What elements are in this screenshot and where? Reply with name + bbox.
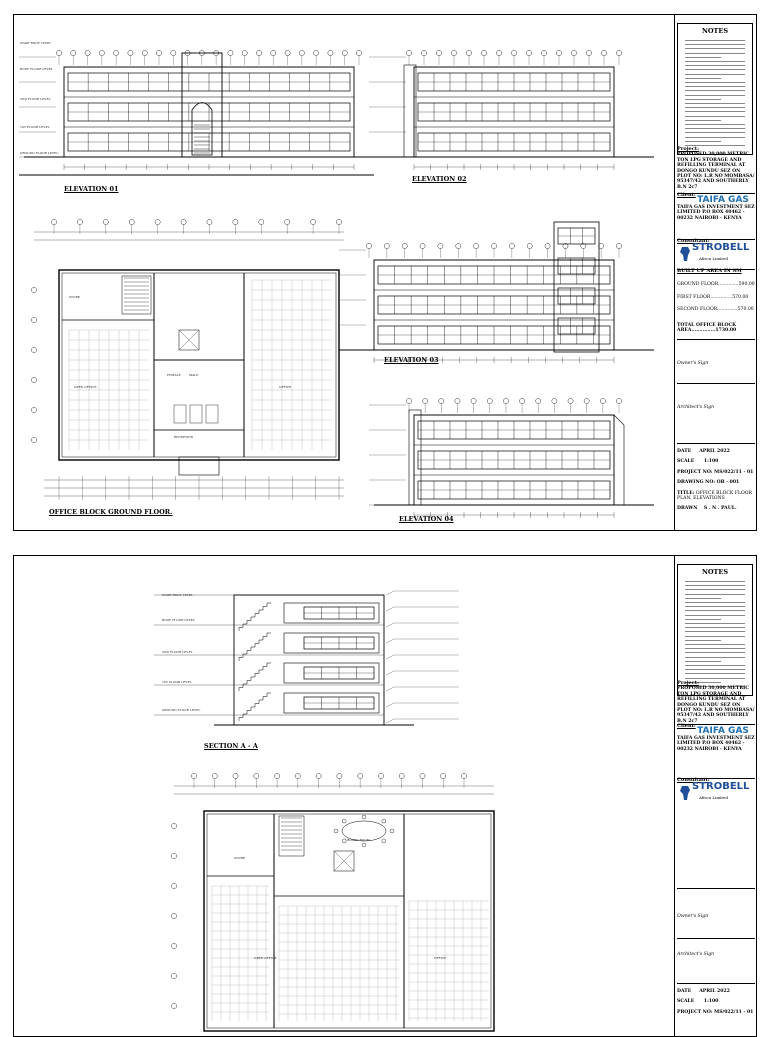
caption-ground-floor: OFFICE BLOCK GROUND FLOOR.	[49, 508, 173, 516]
elevation-03-drawing	[339, 210, 664, 370]
elevation-02-drawing	[364, 15, 664, 185]
room-label: RECEPTION	[174, 435, 194, 439]
drawing-sheet-2	[13, 555, 757, 1037]
level-label: ROOF FLOOR LEVEL	[162, 618, 195, 622]
room-label: STORE	[69, 295, 80, 299]
note-text-line	[685, 44, 745, 45]
consultant-cell	[677, 239, 755, 270]
note-text-line	[685, 673, 745, 674]
note-text-line	[685, 631, 745, 632]
note-text-line	[685, 132, 745, 133]
project-cell	[677, 147, 755, 194]
client-logo: TAIFA GAS	[697, 726, 749, 737]
room-label: STORE	[234, 856, 245, 860]
level-label: 2ND FLOOR LEVEL	[20, 97, 51, 101]
note-text-line	[685, 602, 745, 603]
note-text-line	[685, 678, 745, 679]
scale-row: SCALE 1:100	[677, 459, 719, 465]
room-label: OPEN OFFICE	[254, 956, 277, 960]
room-label: MALE	[189, 373, 199, 377]
note-text-line	[685, 615, 745, 616]
notes-box	[677, 564, 753, 696]
caption-section-aa: SECTION A - A	[204, 742, 258, 750]
project-cell: Project: PROPOSED 30,000 METRIC TON LPG STORAGE AND REFILLING TERMINAL AT DONGO KUNDU SEZ ON PLOT NO: L.R NO MOMBASA/ 95347/42 AND SOUTHERLY B.N 2c7	[677, 680, 755, 724]
level-label: 1ST FLOOR LEVEL	[20, 125, 50, 129]
note-text-line	[685, 141, 721, 142]
owners-sign-cell: Owner's Sign	[677, 339, 755, 384]
drawing-info-cell	[677, 443, 755, 530]
note-text-line	[685, 95, 745, 96]
note-text-line	[685, 665, 745, 666]
ground-floor-area: GROUND FLOOR..............590.00	[677, 282, 755, 288]
note-text-line	[685, 78, 721, 79]
level-label: 2ND FLOOR LEVEL	[162, 650, 193, 654]
note-text-line	[685, 107, 745, 108]
note-text-line	[685, 90, 745, 91]
ground-floor-plan-drawing	[14, 210, 354, 520]
note-text-line	[685, 111, 745, 112]
consultant-logo: STROBELL Africa Limited	[677, 244, 755, 264]
note-text-line	[685, 65, 745, 66]
note-text-line	[685, 116, 745, 117]
note-text-line	[685, 86, 745, 87]
note-text-line	[685, 669, 745, 670]
client-cell: Client: TAIFA GAS TAIFA GAS INVESTMENT SEZ LIMITED P.O BOX 40462 - 00232 NAIROBI - KENYA	[677, 724, 755, 779]
level-label: 1ST FLOOR LEVEL	[162, 680, 192, 684]
notes-title: NOTES	[701, 27, 729, 35]
drawing-no: DRAWING NO: OB - 001	[677, 480, 740, 486]
section-aa-drawing	[154, 581, 474, 746]
room-label: BOARD ROOM	[347, 838, 370, 842]
note-text-line	[685, 640, 721, 641]
note-text-line	[685, 124, 745, 125]
note-text-line	[685, 120, 721, 121]
client-heading: Client:	[677, 192, 696, 198]
drawing-area-1	[14, 15, 666, 530]
note-text-line	[685, 619, 721, 620]
note-text-line	[685, 74, 745, 75]
note-text-line	[685, 585, 745, 586]
note-text-line	[685, 648, 745, 649]
first-floor-area: FIRST FLOOR...............570.00	[677, 294, 749, 300]
level-label: GROUND FLOOR LEVEL	[162, 708, 201, 712]
note-text-line	[685, 48, 745, 49]
level-label: STAIR ROOF LEVEL	[20, 41, 52, 45]
note-text-line	[685, 57, 721, 58]
note-text-line	[685, 598, 721, 599]
note-text-line	[685, 82, 745, 83]
africa-map-icon	[679, 246, 691, 262]
note-text-line	[685, 661, 721, 662]
caption-elevation-04: ELEVATION 04	[399, 515, 454, 523]
note-text-line	[685, 644, 745, 645]
notes-box	[677, 23, 753, 155]
built-up-heading: BUILT UP AREA IN SM	[677, 268, 742, 274]
level-label: ROOF FLOOR LEVEL	[20, 67, 53, 71]
client-logo: TAIFA GAS	[697, 195, 749, 206]
caption-elevation-02: ELEVATION 02	[412, 175, 467, 183]
note-text-line	[685, 581, 745, 582]
level-label: STAIR ROOF LEVEL	[162, 593, 194, 597]
note-text-line	[685, 99, 721, 100]
note-text-line	[685, 652, 745, 653]
consultant-logo: STROBELL Africa Limited	[677, 783, 755, 803]
total-area: TOTAL OFFICE BLOCK AREA...............1730.00	[677, 322, 737, 334]
drawn-row: DRAWN S . N . PAUL.	[677, 506, 737, 512]
note-text-line	[685, 627, 745, 628]
architects-sign-cell: Architect's Sign	[677, 938, 755, 984]
note-text-line	[685, 623, 745, 624]
note-text-line	[685, 40, 745, 41]
project-heading: Project:	[677, 146, 699, 152]
level-label: GROUND FLOOR LEVEL	[20, 151, 59, 155]
drawing-info-cell: DATE APRIL 2022 SCALE 1:100 PROJECT NO: MS/022/11 - 01	[677, 989, 754, 1015]
room-label: FEMALE	[167, 373, 181, 377]
room-label: OFFICE	[434, 956, 447, 960]
room-label: OPEN OFFICE	[74, 385, 97, 389]
second-floor-area: SECOND FLOOR..............570.00	[677, 307, 754, 313]
note-text-line	[685, 657, 745, 658]
owners-sign-cell: Owner's Sign	[677, 888, 755, 939]
consultant-cell: Consultant: STROBELL Africa Limited	[677, 778, 755, 889]
first-floor-plan-drawing	[164, 756, 514, 1036]
consultant-heading: Consultant:	[677, 238, 710, 244]
caption-elevation-01: ELEVATION 01	[64, 185, 119, 193]
africa-map-icon	[679, 785, 691, 801]
project-no: PROJECT NO: MS/022/11 - 01	[677, 469, 754, 475]
note-text-line	[685, 636, 745, 637]
architects-sign-cell: Architect's Sign	[677, 383, 755, 444]
client-cell	[677, 193, 755, 240]
title-block-1	[674, 15, 755, 530]
note-text-line	[685, 103, 745, 104]
note-text-line	[685, 61, 745, 62]
elevation-01-drawing	[14, 15, 394, 200]
project-text: PROPOSED 30,000 METRIC TON LPG STORAGE AND REFILLING TERMINAL AT DONGO KUNDU SEZ ON PLOT NO: L.R NO MOMBASA/ 95347/42 AND SOUTHERLY B.N 2c7	[677, 152, 755, 190]
title-row: TITLE: OFFICE BLOCK FLOOR PLAN, ELEVATIONS	[677, 490, 753, 502]
notes-title: NOTES	[701, 568, 729, 576]
built-up-cell	[677, 269, 755, 340]
drawing-area-2	[14, 556, 666, 1036]
caption-elevation-03: ELEVATION 03	[384, 356, 439, 364]
note-text-line	[685, 594, 745, 595]
note-text-line	[685, 589, 745, 590]
note-text-line	[685, 128, 745, 129]
note-text-line	[685, 137, 745, 138]
client-text: TAIFA GAS INVESTMENT SEZ LIMITED P.O BOX 40462 - 00232 NAIROBI - KENYA	[677, 204, 755, 221]
date-row: DATE APRIL 2022	[677, 449, 730, 454]
note-text-line	[685, 69, 745, 70]
room-label: OFFICE	[279, 385, 292, 389]
title-block-2	[674, 556, 755, 1036]
elevation-04-drawing	[349, 370, 664, 520]
drawing-sheet-1	[13, 14, 757, 531]
note-text-line	[685, 606, 745, 607]
note-text-line	[685, 53, 745, 54]
note-text-line	[685, 610, 745, 611]
